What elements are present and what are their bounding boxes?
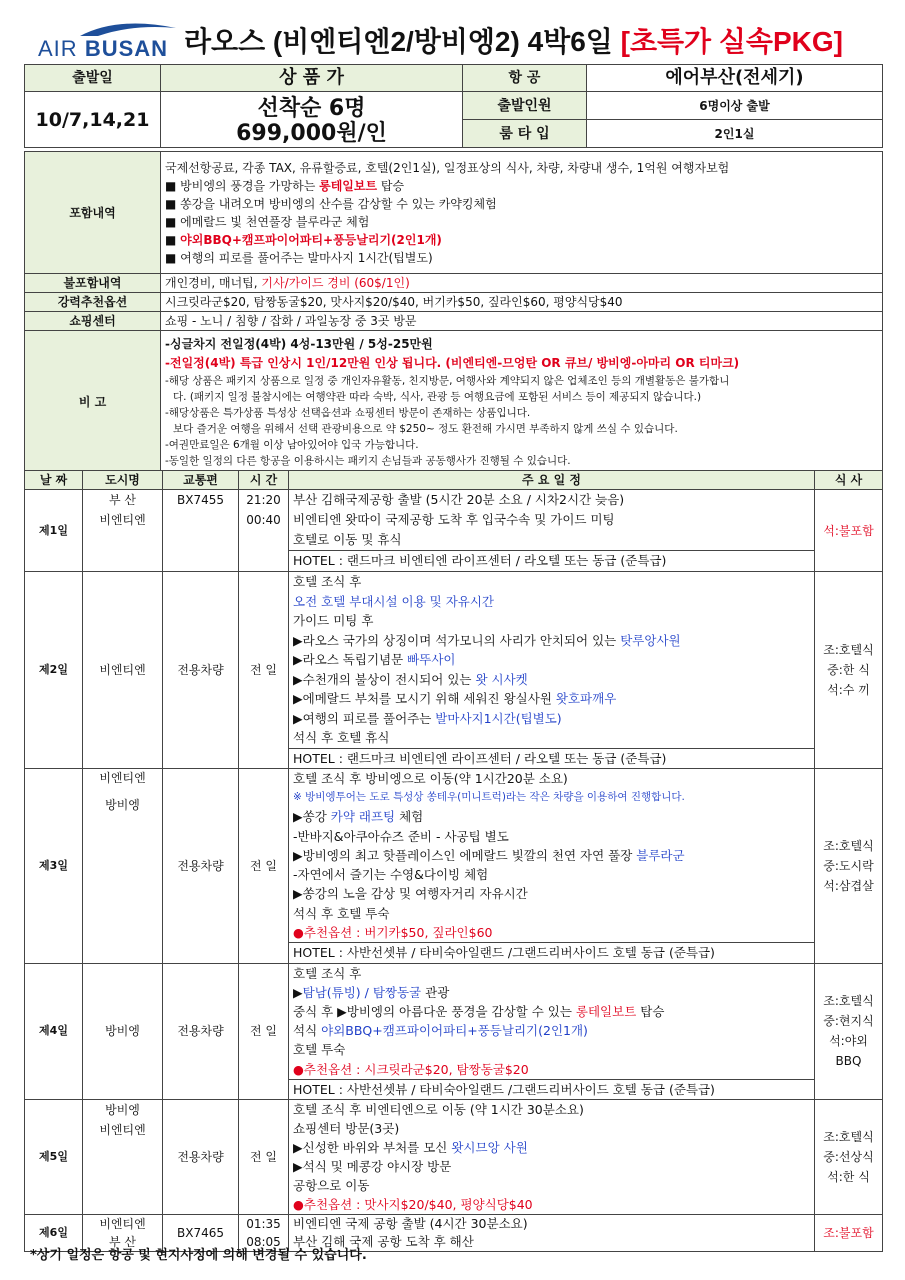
- airline-label: 항 공: [463, 65, 587, 92]
- day5-time: 전 일: [239, 1100, 289, 1215]
- day4-city: 방비엥: [83, 963, 163, 1099]
- day2-hotel: HOTEL : 랜드마크 비엔티엔 라이프센터 / 라오텔 또는 동급 (준특급): [289, 748, 814, 769]
- col-transport: 교통편: [163, 471, 239, 490]
- options-value: 시크릿라군$20, 탐짱동굴$20, 맛사지$20/$40, 버기카$50, 짚라인$60, 평양식당$40: [161, 293, 883, 312]
- day5-transport: 전용차량: [163, 1100, 239, 1215]
- logo-busan: BUSAN: [84, 36, 169, 61]
- day4-label: 제4일: [25, 963, 83, 1099]
- pax-value: 6명이상 출발: [587, 92, 883, 120]
- day2-label: 제2일: [25, 572, 83, 769]
- day3-row: [25, 769, 883, 964]
- col-meal: 식 사: [815, 471, 883, 490]
- schedule-table: [24, 470, 883, 1252]
- day3-hotel: HOTEL : 사반선셋뷰 / 타비숙아일랜드 /그랜드리버사이드 호텔 동급 (준특급): [289, 942, 814, 962]
- price-line2: 699,000원/인: [236, 120, 387, 146]
- shopping-label: 쇼핑센터: [25, 312, 161, 331]
- day2-transport: 전용차량: [163, 572, 239, 769]
- day4-row: [25, 963, 883, 1099]
- includes-label: 포함내역: [25, 152, 161, 274]
- pax-label: 출발인원: [463, 92, 587, 120]
- day4-hotel: HOTEL : 사반선셋뷰 / 타비숙아일랜드 /그랜드리버사이드 호텔 동급 (준특급): [289, 1079, 814, 1099]
- day3-transport: 전용차량: [163, 769, 239, 964]
- includes-line5: ■ 여행의 피로를 풀어주는 발마사지 1시간(팁별도): [165, 250, 433, 265]
- remarks-content: [161, 331, 883, 473]
- day1-plan: 부산 김해국제공항 출발 (5시간 20분 소요 / 시차2시간 늦음) 비엔티엔 왓따이 국제공항 도착 후 입국수속 및 가이드 미팅 호텔로 이동 및 휴식 HOTEL : 랜드마크 비엔티엔 라이프센터 / 라오텔 또는 동급 (준특급): [289, 490, 815, 572]
- day5-plan: 호텔 조식 후 비엔티엔으로 이동 (약 1시간 30분소요) 쇼핑센터 방문(3곳) ▶신성한 바위와 부처를 모신 왓시므앙 사원 ▶석식 및 메콩강 야시장 방문 공항으로 이동 ●추천옵션 : 맛사지$20/$40, 평양식당$40: [289, 1100, 815, 1215]
- day1-time: 21:20 00:40: [239, 490, 289, 572]
- depart-value: 10/7,14,21: [25, 92, 161, 148]
- remarks-line3: -해당 상품은 패키지 상품으로 일정 중 개인자유활동, 친지방문, 여행사와 계약되지 않은 업체조인 등의 개별활동은 불가합니: [165, 374, 730, 387]
- day2-plan: 호텔 조식 후 오전 호텔 부대시설 이용 및 자유시간 가이드 미팅 후 ▶라오스 국가의 상징이며 석가모니의 사리가 안치되어 있는 탓루앙사원 ▶라오스 독립기념문 빠뚜사이 ▶수천개의 불상이 전시되어 있는 왓 시사켓 ▶에메랄드 부처를 모시기 위해 세워진 왕실사원 왓호파깨우 ▶여행의 피로를 풀어주는 발마사지1시간(팁별도) 석식 후 호텔 휴식 HOTEL : 랜드마크 비엔티엔 라이프센터 / 라오텔 또는 동급 (준특급): [289, 572, 815, 769]
- room-label: 룸 타 입: [463, 120, 587, 148]
- excludes-value: 개인경비, 매너팁, 기사/가이드 경비 (60$/1인): [161, 274, 883, 293]
- day2-row: [25, 572, 883, 769]
- day4-transport: 전용차량: [163, 963, 239, 1099]
- day4-option: ●추천옵션 : 시크릿라군$20, 탐짱동굴$20: [293, 1061, 529, 1077]
- air-busan-logo: [38, 22, 188, 62]
- day4-plan: 호텔 조식 후 ▶탐남(튜빙) / 탐짱동굴 관광 중식 후 ▶방비엥의 아름다운 풍경을 감상할 수 있는 롱테일보트 탑승 석식 야외BBQ+캠프파이어파티+풍등날리기(2인1개) 호텔 투숙 ●추천옵션 : 시크릿라군$20, 탐짱동굴$20 HOTEL : 사반선셋뷰 / 타비숙아일랜드 /그랜드리버사이드 호텔 동급 (준특급): [289, 963, 815, 1099]
- day1-hotel: HOTEL : 랜드마크 비엔티엔 라이프센터 / 라오텔 또는 동급 (준특급): [289, 550, 814, 571]
- day6-label: 제6일: [25, 1215, 83, 1252]
- remarks-line7: -여권만료일은 6개월 이상 남아있어야 입국 가능합니다.: [165, 438, 419, 451]
- day1-label: 제1일: [25, 490, 83, 572]
- includes-line0: 국제선항공료, 각종 TAX, 유류할증료, 호텔(2인1실), 일정표상의 식사, 차량, 차량내 생수, 1억원 여행자보험: [165, 160, 730, 175]
- day2-time: 전 일: [239, 572, 289, 769]
- day5-option: ●추천옵션 : 맛사지$20/$40, 평양식당$40: [293, 1197, 533, 1213]
- info-table: [24, 64, 883, 148]
- day1-meal: 석:불포함: [815, 490, 883, 572]
- room-value: 2인1실: [587, 120, 883, 148]
- airline-value: 에어부산(전세기): [587, 65, 883, 92]
- price-value: [161, 92, 463, 148]
- day1-transport: BX7455: [163, 490, 239, 572]
- remarks-line4: 다. (패키지 일정 불참시에는 여행약관 따라 숙박, 식사, 관광 등 여행요금에 포함된 서비스 등이 제공되지 않습니다.): [173, 390, 702, 403]
- day5-meal: 조:호텔식 중:선상식 석:한 식: [815, 1100, 883, 1215]
- remarks-label: 비 고: [25, 331, 161, 473]
- title-main: 라오스 (비엔티엔2/방비엥2) 4박6일: [184, 26, 613, 57]
- includes-line3: ■ 에메랄드 빛 천연풀장 블루라군 체험: [165, 214, 370, 229]
- day5-row: [25, 1100, 883, 1215]
- day3-label: 제3일: [25, 769, 83, 964]
- excludes-label: 불포함내역: [25, 274, 161, 293]
- day6-meal: 조:불포함: [815, 1215, 883, 1252]
- day5-city: 방비엥 비엔티엔: [83, 1100, 163, 1215]
- col-plan: 주 요 일 정: [289, 471, 815, 490]
- day5-label: 제5일: [25, 1100, 83, 1215]
- day1-city: 부 산 비엔티엔: [83, 490, 163, 572]
- options-label: 강력추천옵션: [25, 293, 161, 312]
- header: [24, 18, 882, 64]
- day1-row: [25, 490, 883, 572]
- logo-air: AIR: [38, 36, 78, 61]
- day3-option: ●추천옵션 : 버기카$50, 짚라인$60: [293, 925, 493, 941]
- remarks-line1: -싱글차지 전일정(4박) 4성-13만원 / 5성-25만원: [165, 336, 433, 351]
- includes-line4: ■ 야외BBQ+캠프파이어파티+풍등날리기(2인1개): [165, 232, 442, 247]
- col-city: 도시명: [83, 471, 163, 490]
- details-table: [24, 151, 883, 473]
- includes-line2: ■ 쏭강을 내려오며 방비엥의 산수를 감상할 수 있는 카약킹체험: [165, 196, 497, 211]
- day3-city: 비엔티엔 방비엥: [83, 769, 163, 964]
- day6-time: 01:35 08:05: [239, 1215, 289, 1252]
- day4-time: 전 일: [239, 963, 289, 1099]
- remarks-line5: -해당상품은 특가상품 특성상 선택옵션과 쇼핑센터 방문이 존재하는 상품입니다.: [165, 406, 531, 419]
- page-title: [184, 20, 843, 60]
- day4-meal: 조:호텔식 중:현지식 석:야외BBQ: [815, 963, 883, 1099]
- footer-note: *상기 일정은 항공 및 현지사정에 의해 변경될 수 있습니다.: [30, 1248, 367, 1263]
- day2-meal: 조:호텔식 중:한 식 석:수 끼: [815, 572, 883, 769]
- day6-transport: BX7465: [163, 1215, 239, 1252]
- day6-plan: 비엔티엔 국제 공항 출발 (4시간 30분소요) 부산 김해 국제 공항 도착 후 해산: [289, 1215, 815, 1252]
- col-day: 날 짜: [25, 471, 83, 490]
- includes-content: [161, 152, 883, 274]
- day3-time: 전 일: [239, 769, 289, 964]
- depart-label: 출발일: [25, 65, 161, 92]
- remarks-line8: -동일한 일정의 다른 항공을 이용하시는 패키지 손님들과 공동행사가 진행될 수 있습니다.: [165, 454, 571, 467]
- col-time: 시 간: [239, 471, 289, 490]
- day2-city: 비엔티엔: [83, 572, 163, 769]
- title-highlight: [초특가 실속PKG]: [620, 26, 843, 57]
- shopping-value: 쇼핑 - 노니 / 침향 / 잡화 / 과일농장 중 3곳 방문: [161, 312, 883, 331]
- remarks-line6: 보다 즐거운 여행을 위해서 선택 관광비용으로 약 $250~ 정도 환전해 가시면 부족하지 않게 쓰실 수 있습니다.: [173, 422, 678, 435]
- remarks-line2: -전일정(4박) 특급 인상시 1인/12만원 인상 됩니다. (비엔티엔-므엉탄 OR 큐브/ 방비엥-아마리 OR 티마크): [165, 355, 740, 370]
- price-label: 상 품 가: [161, 65, 463, 92]
- day3-meal: 조:호텔식 중:도시락 석:삼겹살: [815, 769, 883, 964]
- day3-plan: 호텔 조식 후 방비엥으로 이동(약 1시간20분 소요) ※ 방비엥투어는 도로 특성상 쏭테우(미니트럭)라는 작은 차량을 이용하여 진행합니다. ▶쏭강 카약 래프팅 체험 -반바지&아쿠아슈즈 준비 - 사공팁 별도 ▶방비엥의 최고 핫플레이스인 에메랄드 빛깔의 천연 자연 풀장 블루라군 -자연에서 즐기는 수영&다이빙 체험 ▶쏭강의 노을 감상 및 여행자거리 자유시간 석식 후 호텔 투숙 ●추천옵션 : 버기카$50, 짚라인$60 HOTEL : 사반선셋뷰 / 타비숙아일랜드 /그랜드리버사이드 호텔 동급 (준특급): [289, 769, 815, 964]
- day6-city: 비엔티엔 부 산: [83, 1215, 163, 1252]
- price-line1: 선착순 6명: [257, 95, 366, 121]
- includes-line1: ■ 방비엥의 풍경을 가망하는 롱테일보트 탑승: [165, 178, 405, 193]
